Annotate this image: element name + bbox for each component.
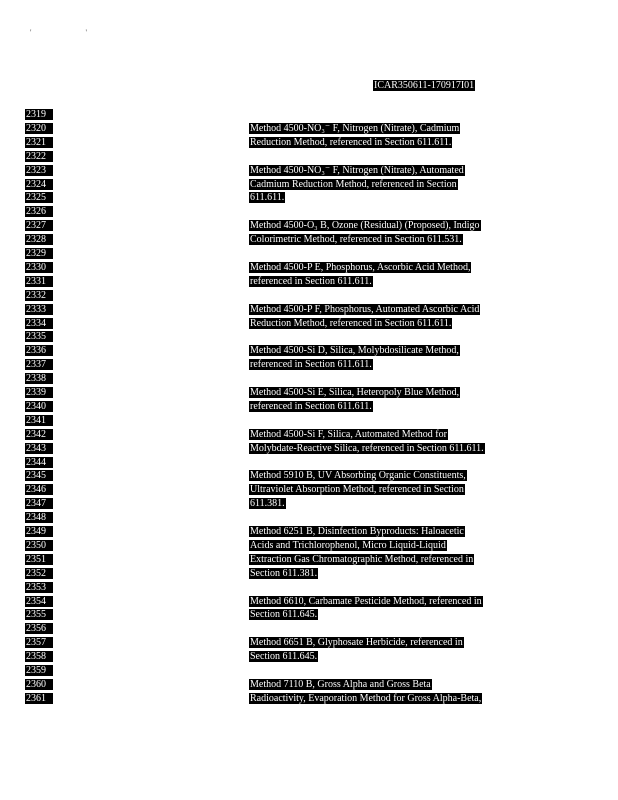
line-number: 2333 — [25, 304, 53, 315]
line-number: 2353 — [25, 582, 53, 593]
text-line: Method 4500-NO₃⁻ F, Nitrogen (Nitrate), Automated — [250, 164, 464, 176]
text-line: Method 5910 B, UV Absorbing Organic Constituents, — [250, 470, 466, 482]
text-line: referenced in Section 611.611. — [250, 400, 372, 412]
line-number: 2342 — [25, 429, 53, 440]
text-line: Method 4500-NO₃⁻ F, Nitrogen (Nitrate), Cadmium — [250, 122, 460, 134]
line-number: 2334 — [25, 318, 53, 329]
text-line: 611.611. — [250, 192, 285, 204]
line-number: 2327 — [25, 220, 53, 231]
text-line: Method 6251 B, Disinfection Byproducts: Haloacetic — [250, 526, 464, 537]
line-number: 2326 — [25, 206, 53, 217]
line-number: 2359 — [25, 665, 53, 676]
line-number: 2332 — [25, 290, 53, 301]
line-number: 2360 — [25, 679, 53, 690]
text-line: Acids and Trichlorophenol, Micro Liquid-Liquid — [250, 539, 446, 551]
line-number: 2356 — [25, 623, 53, 634]
text-line: Method 6610, Carbamate Pesticide Method, referenced in — [250, 595, 482, 607]
line-number: 2347 — [25, 498, 53, 509]
text-line: Cadmium Reduction Method, referenced in Section — [250, 178, 457, 190]
text-line: Radioactivity, Evaporation Method for Gross Alpha-Beta, — [250, 692, 482, 704]
line-number: 2336 — [25, 345, 53, 356]
text-line: Method 4500-Si D, Silica, Molybdosilicate Method, — [250, 345, 459, 357]
text-line: 611.381. — [250, 498, 285, 510]
line-number: 2340 — [25, 401, 53, 412]
line-number: 2358 — [25, 651, 53, 662]
line-number: 2357 — [25, 637, 53, 648]
line-number: 2328 — [25, 234, 53, 245]
line-number: 2349 — [25, 526, 53, 537]
line-number: 2341 — [25, 415, 53, 426]
text-line: referenced in Section 611.611. — [250, 275, 372, 287]
text-line: Reduction Method, referenced in Section 611.611. — [250, 136, 452, 148]
line-number: 2338 — [25, 373, 53, 384]
line-number: 2352 — [25, 568, 53, 579]
line-number: 2323 — [25, 165, 53, 176]
line-number: 2339 — [25, 387, 53, 398]
text-line: Molybdate-Reactive Silica, referenced in Section 611.611. — [250, 442, 484, 454]
line-number: 2331 — [25, 276, 53, 287]
text-line: Method 7110 B, Gross Alpha and Gross Beta — [250, 678, 431, 690]
text-line: Extraction Gas Chromatographic Method, referenced in — [250, 553, 474, 565]
line-number: 2355 — [25, 609, 53, 620]
line-number: 2322 — [25, 151, 53, 162]
line-number: 2337 — [25, 359, 53, 370]
text-line: Method 4500-O₃ B, Ozone (Residual) (Proposed), Indigo — [250, 220, 480, 232]
line-number: 2348 — [25, 512, 53, 523]
line-number: 2354 — [25, 596, 53, 607]
document-id: ICAR350611-170917I01 — [374, 80, 475, 91]
text-line: Section 611.645. — [250, 651, 318, 663]
text-line: Section 611.381. — [250, 567, 318, 579]
line-number: 2321 — [25, 137, 53, 148]
text-line: Method 4500-Si F, Silica, Automated Method for — [250, 428, 447, 440]
line-number: 2350 — [25, 540, 53, 551]
text-line: Method 4500-P F, Phosphorus, Automated Ascorbic Acid — [250, 303, 480, 315]
scan-specks: ' ' — [30, 28, 113, 37]
line-number: 2330 — [25, 262, 53, 273]
line-number: 2324 — [25, 179, 53, 190]
line-number: 2345 — [25, 470, 53, 481]
line-number: 2346 — [25, 484, 53, 495]
line-number: 2325 — [25, 192, 53, 203]
line-number: 2319 — [25, 109, 53, 120]
text-line: Reduction Method, referenced in Section 611.611. — [250, 317, 452, 329]
text-line: Method 4500-P E, Phosphorus, Ascorbic Acid Method, — [250, 261, 471, 273]
text-line: Ultraviolet Absorption Method, referenced in Section — [250, 484, 464, 496]
text-line: Section 611.645. — [250, 609, 318, 621]
line-number: 2329 — [25, 248, 53, 259]
line-number: 2344 — [25, 457, 53, 468]
line-number: 2335 — [25, 331, 53, 342]
text-line: Method 4500-Si E, Silica, Heteropoly Blue Method, — [250, 387, 460, 398]
text-line: referenced in Section 611.611. — [250, 359, 372, 371]
line-number: 2361 — [25, 693, 53, 704]
line-number: 2351 — [25, 554, 53, 565]
text-line: Colorimetric Method, referenced in Section 611.531. — [250, 234, 462, 246]
line-number: 2343 — [25, 443, 53, 454]
text-line: Method 6651 B, Glyphosate Herbicide, referenced in — [250, 637, 463, 649]
line-number: 2320 — [25, 123, 53, 134]
